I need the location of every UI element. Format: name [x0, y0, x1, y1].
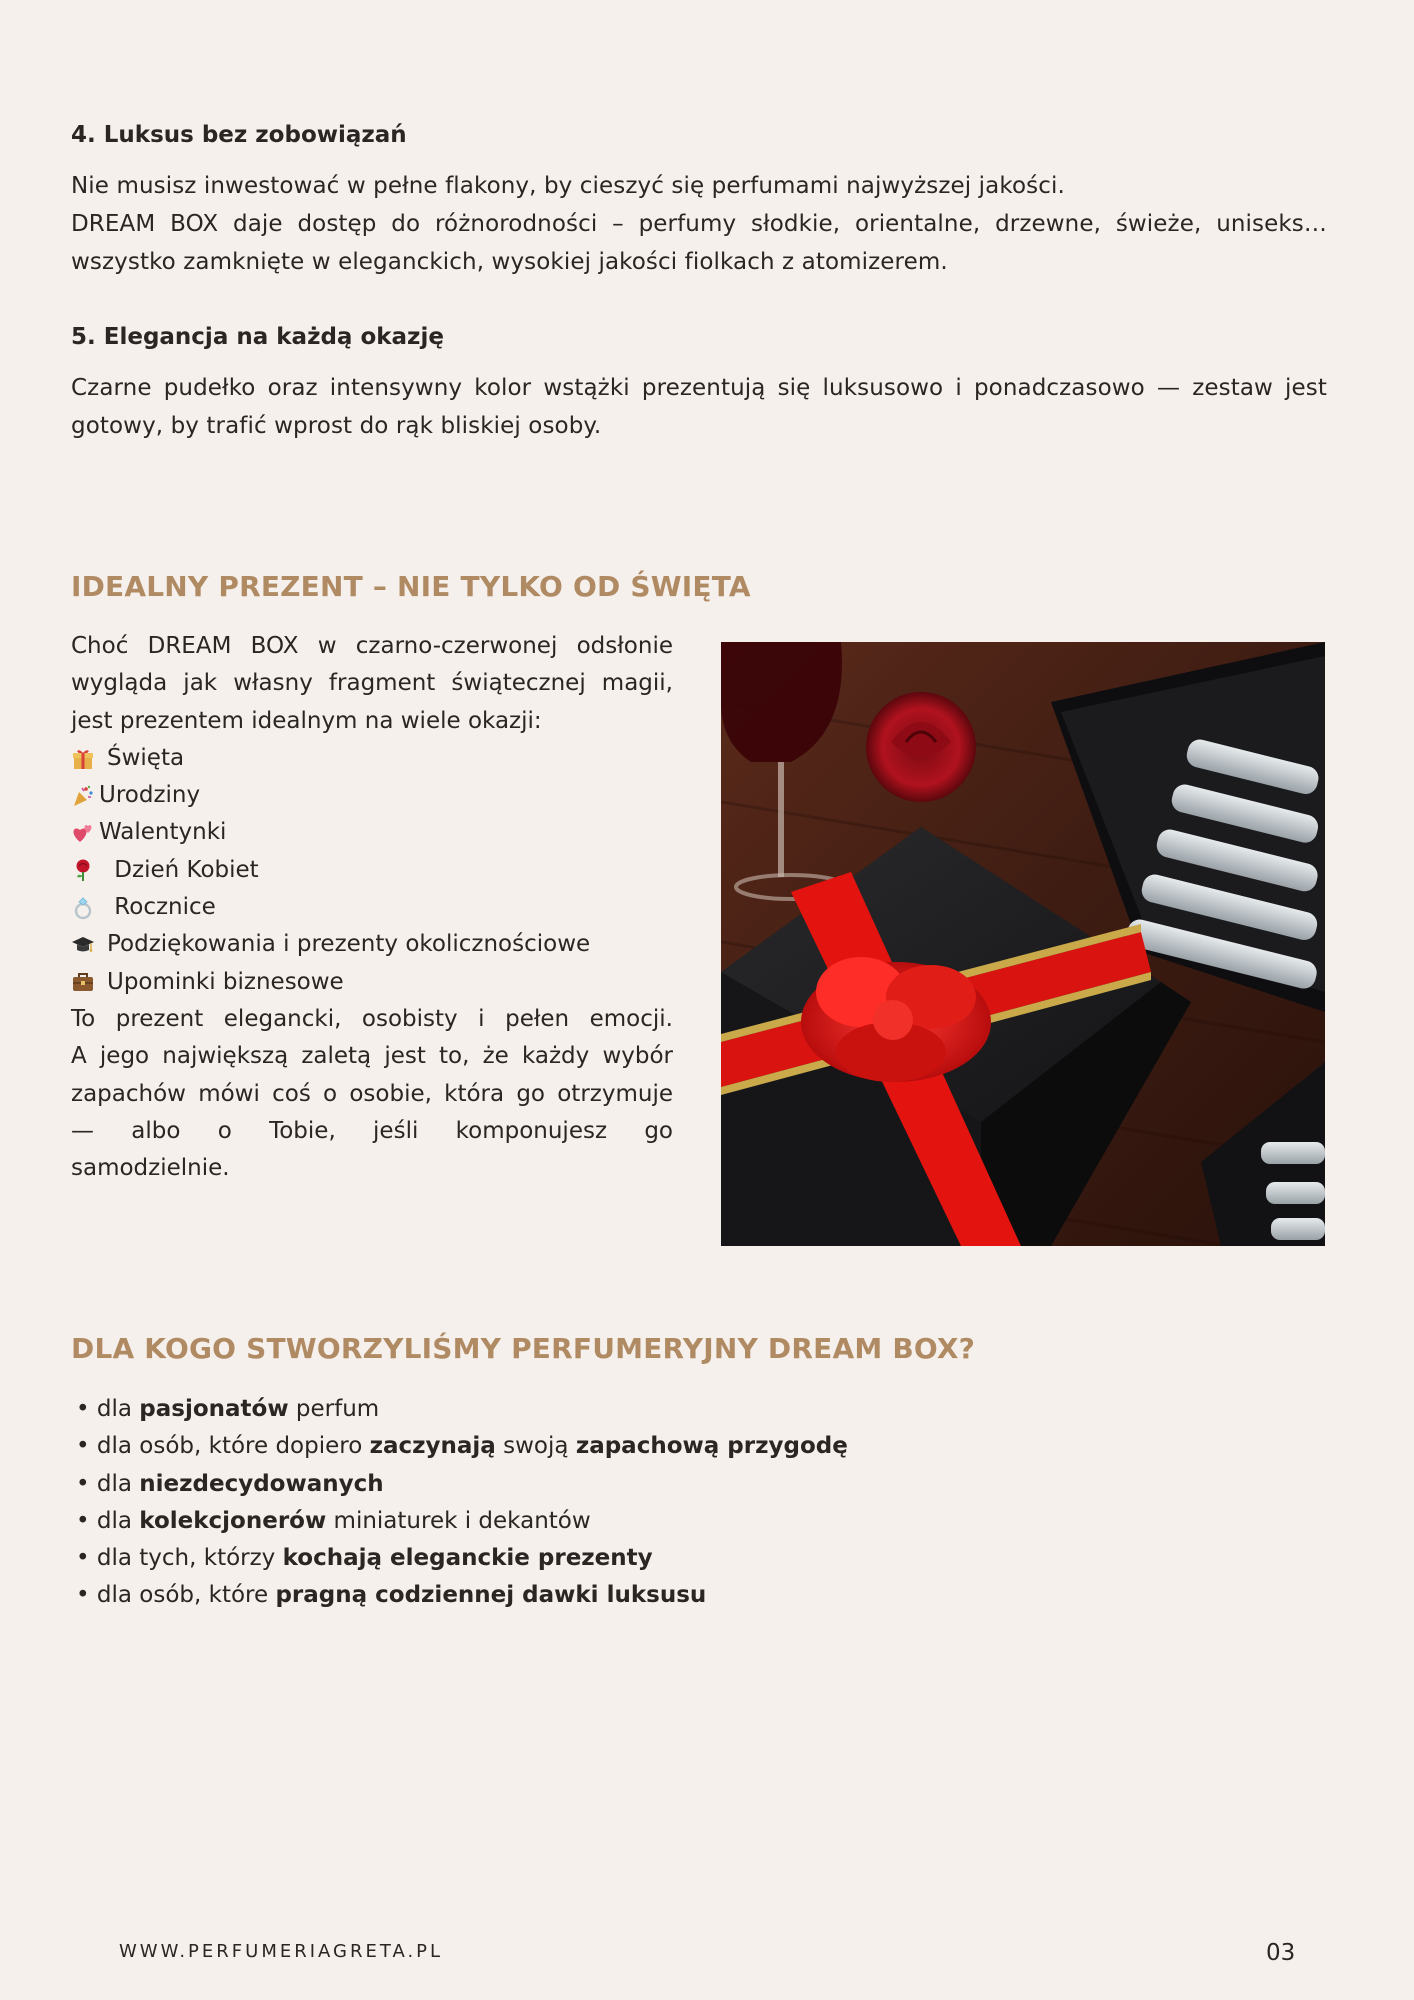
occasion-item	[71, 740, 673, 777]
outro-line: samodzielnie.	[71, 1155, 230, 1182]
audience-list	[76, 1391, 848, 1615]
audience-heading: DLA KOGO STWORZYLIŚMY PERFUMERYJNY DREAM BOX?	[71, 1332, 976, 1365]
paragraph-line: DREAM BOX daje dostęp do różnorodności – perfumy słodkie, orientalne, drzewne, świeże, uniseks…	[71, 211, 1327, 237]
section-paragraph	[71, 167, 1327, 281]
list-item: • dla tych, którzy kochają eleganckie prezenty	[76, 1545, 653, 1572]
outro-line: To prezent elegancki, osobisty i pełen emocji.	[71, 1005, 673, 1032]
section-paragraph	[71, 369, 1327, 445]
intro-line: jest prezentem idealnym na wiele okazji:	[71, 707, 542, 734]
intro-line: Choć DREAM BOX w czarno-czerwonej odsłonie	[71, 633, 673, 659]
gift-box-photo	[721, 642, 1325, 1246]
list-item: • dla niezdecydowanych	[76, 1470, 384, 1497]
list-item: • dla pasjonatów perfum	[76, 1396, 380, 1422]
occasion-label: Święta	[107, 744, 185, 771]
list-item: • dla osób, które pragną codziennej dawki luksusu	[76, 1582, 707, 1609]
gift-heading: IDEALNY PREZENT – NIE TYLKO OD ŚWIĘTA	[71, 570, 751, 603]
occasion-item	[71, 814, 673, 851]
list-item: • dla osób, które dopiero zaczynają swoją zapachową przygodę	[76, 1433, 848, 1460]
occasion-label: Walentynki	[99, 819, 227, 846]
paragraph-line: Nie musisz inwestować w pełne flakony, by cieszyć się perfumami najwyższej jakości.	[71, 173, 1065, 199]
website-link[interactable]: WWW.PERFUMERIAGRETA.PL	[119, 1941, 444, 1962]
occasion-label: Dzień Kobiet	[107, 856, 259, 883]
occasion-label: Upominki biznesowe	[107, 968, 344, 995]
occasion-item	[71, 777, 673, 814]
paragraph-line: gotowy, by trafić wprost do rąk bliskiej osoby.	[71, 413, 602, 439]
occasion-label: Rocznice	[107, 894, 216, 921]
ring-icon	[71, 896, 95, 920]
list-item: • dla kolekcjonerów miniaturek i dekantów	[76, 1507, 591, 1534]
briefcase-icon	[71, 970, 95, 994]
gift-icon	[71, 747, 95, 771]
occasion-item	[71, 964, 673, 1001]
outro-line: zapachów mówi coś o osobie, która go otrzymuje	[71, 1080, 673, 1107]
occasion-item	[71, 889, 673, 926]
section-title: 5. Elegancja na każdą okazję	[71, 324, 444, 350]
hearts-icon	[71, 821, 95, 845]
graduation-cap-icon	[71, 933, 95, 957]
page-number: 03	[1266, 1940, 1296, 1966]
occasion-item	[71, 926, 673, 963]
gift-text-column	[71, 628, 673, 1187]
occasion-label: Podziękowania i prezenty okolicznościowe	[107, 931, 591, 958]
rose-icon	[71, 858, 95, 882]
paragraph-line: Czarne pudełko oraz intensywny kolor wstążki prezentują się luksusowo i ponadczasowo — zestaw jest	[71, 375, 1327, 401]
section-title: 4. Luksus bez zobowiązań	[71, 122, 407, 148]
occasion-label: Urodziny	[99, 782, 201, 809]
party-popper-icon	[71, 784, 95, 808]
outro-line: A jego największą zaletą jest to, że każdy wybór	[71, 1043, 673, 1070]
occasion-item	[71, 852, 673, 889]
paragraph-line: wszystko zamknięte w eleganckich, wysokiej jakości fiolkach z atomizerem.	[71, 249, 948, 275]
intro-line: wygląda jak własny fragment świątecznej magii,	[71, 670, 673, 697]
outro-line: — albo o Tobie, jeśli komponujesz go	[71, 1117, 673, 1144]
